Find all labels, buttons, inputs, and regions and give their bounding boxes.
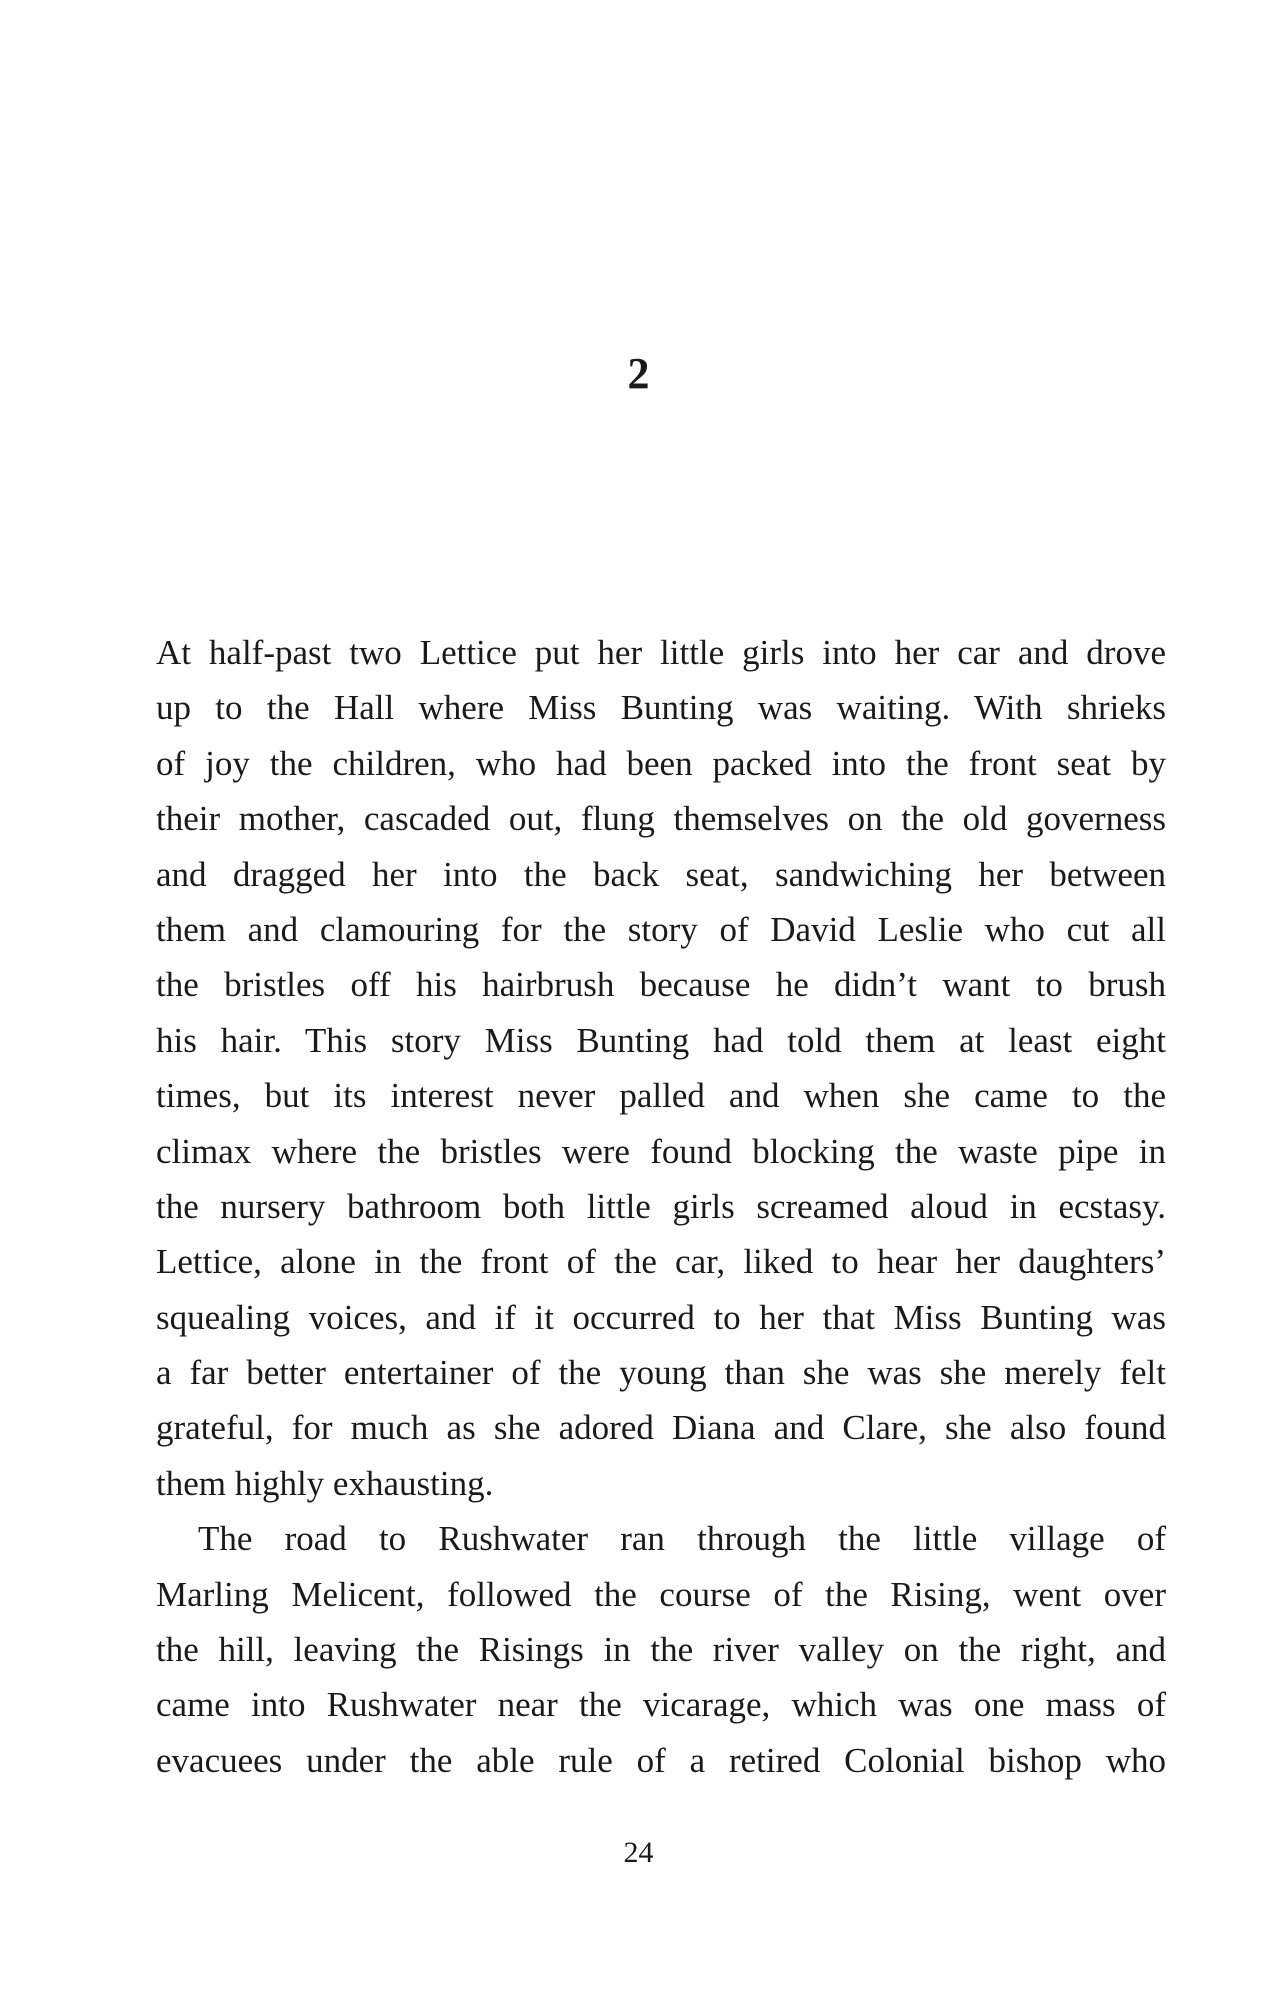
chapter-number: 2 bbox=[627, 349, 650, 398]
text-line: of joy the children, who had been packed into the front seat by bbox=[156, 743, 1166, 783]
text-line: squealing voices, and if it occurred to her that Miss Bunting was bbox=[156, 1297, 1166, 1337]
text-line: evacuees under the able rule of a retired Colonial bishop who bbox=[156, 1740, 1166, 1780]
page-number: 24 bbox=[623, 1836, 654, 1869]
text-line: times, but its interest never palled and when she came to the bbox=[156, 1076, 1166, 1116]
text-line: the nursery bathroom both little girls screamed aloud in ecstasy. bbox=[156, 1186, 1166, 1226]
paragraph-1 bbox=[156, 625, 1166, 1511]
text-line: their mother, cascaded out, flung themselves on the old governess bbox=[156, 799, 1166, 839]
body-text bbox=[156, 625, 1166, 1788]
text-line: At half-past two Lettice put her little girls into her car and drove bbox=[156, 633, 1166, 672]
text-line: his hair. This story Miss Bunting had told them at least eight bbox=[156, 1020, 1166, 1060]
text-line: climax where the bristles were found blocking the waste pipe in bbox=[156, 1131, 1166, 1171]
text-line: and dragged her into the back seat, sandwiching her between bbox=[156, 854, 1166, 894]
text-line: up to the Hall where Miss Bunting was waiting. With shrieks bbox=[156, 688, 1166, 728]
text-line: Lettice, alone in the front of the car, liked to hear her daughters’ bbox=[156, 1242, 1166, 1282]
text-line: The road to Rushwater ran through the little village of bbox=[198, 1519, 1166, 1559]
text-line: grateful, for much as she adored Diana and Clare, she also found bbox=[156, 1408, 1166, 1448]
text-line: a far better entertainer of the young than she was she merely felt bbox=[156, 1353, 1166, 1393]
text-line: the bristles off his hairbrush because he didn’t want to brush bbox=[156, 965, 1166, 1005]
paragraph-2 bbox=[156, 1511, 1166, 1788]
text-line: Marling Melicent, followed the course of the Rising, went over bbox=[156, 1574, 1166, 1614]
text-line: the hill, leaving the Risings in the river valley on the right, and bbox=[156, 1630, 1166, 1670]
text-line: them highly exhausting. bbox=[156, 1463, 494, 1503]
text-line: them and clamouring for the story of David Leslie who cut all bbox=[156, 909, 1166, 949]
text-line: came into Rushwater near the vicarage, which was one mass of bbox=[156, 1685, 1166, 1725]
